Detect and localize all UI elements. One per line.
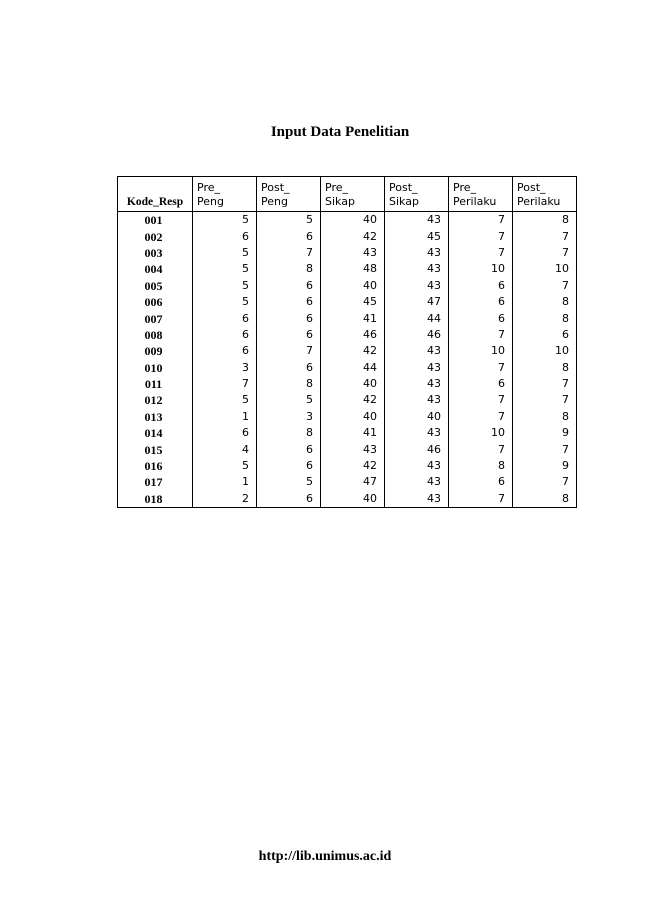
cell-kode-resp: 002 — [118, 228, 193, 244]
table-row — [118, 360, 577, 376]
column-header-line1: Pre_ — [325, 181, 348, 194]
cell-pre-peng: 6 — [193, 343, 257, 359]
cell-pre-peng: 5 — [193, 212, 257, 229]
cell-pre-peng: 5 — [193, 392, 257, 408]
cell-pre-perilaku: 6 — [449, 474, 513, 490]
cell-post-perilaku: 10 — [513, 343, 577, 359]
cell-post-peng: 6 — [257, 458, 321, 474]
table-row — [118, 376, 577, 392]
column-header-kode-resp — [118, 177, 193, 212]
cell-pre-sikap: 40 — [321, 278, 385, 294]
cell-pre-perilaku: 7 — [449, 228, 513, 244]
table-row — [118, 441, 577, 457]
cell-post-perilaku: 6 — [513, 327, 577, 343]
cell-pre-perilaku: 10 — [449, 343, 513, 359]
table-row — [118, 343, 577, 359]
cell-pre-peng: 5 — [193, 294, 257, 310]
table-row — [118, 327, 577, 343]
cell-pre-sikap: 48 — [321, 261, 385, 277]
cell-pre-sikap: 42 — [321, 458, 385, 474]
cell-pre-sikap: 45 — [321, 294, 385, 310]
cell-post-peng: 3 — [257, 409, 321, 425]
column-header-post-sikap — [385, 177, 449, 212]
cell-post-perilaku: 8 — [513, 212, 577, 229]
column-header-line2: Sikap — [389, 195, 419, 208]
cell-kode-resp: 001 — [118, 212, 193, 229]
cell-post-sikap: 43 — [385, 360, 449, 376]
page-title: Input Data Penelitian — [270, 124, 410, 140]
table-row — [118, 491, 577, 508]
cell-kode-resp: 018 — [118, 491, 193, 508]
cell-post-sikap: 44 — [385, 310, 449, 326]
cell-pre-peng: 4 — [193, 441, 257, 457]
column-header-pre-perilaku — [449, 177, 513, 212]
cell-pre-sikap: 42 — [321, 343, 385, 359]
table-body — [118, 212, 577, 508]
cell-post-sikap: 43 — [385, 392, 449, 408]
cell-post-peng: 7 — [257, 343, 321, 359]
table-header-row — [118, 177, 577, 212]
cell-pre-peng: 2 — [193, 491, 257, 508]
cell-post-peng: 6 — [257, 441, 321, 457]
cell-kode-resp: 007 — [118, 310, 193, 326]
cell-pre-peng: 1 — [193, 474, 257, 490]
cell-post-peng: 6 — [257, 327, 321, 343]
cell-post-peng: 5 — [257, 212, 321, 229]
cell-pre-peng: 5 — [193, 261, 257, 277]
table-row — [118, 228, 577, 244]
column-header-line1: Post_ — [261, 181, 290, 194]
cell-pre-peng: 5 — [193, 278, 257, 294]
cell-kode-resp: 014 — [118, 425, 193, 441]
column-header-line2: Peng — [261, 195, 288, 208]
cell-pre-peng: 5 — [193, 458, 257, 474]
cell-post-perilaku: 8 — [513, 360, 577, 376]
column-header-line2: Peng — [197, 195, 224, 208]
table-row — [118, 409, 577, 425]
cell-pre-sikap: 41 — [321, 425, 385, 441]
cell-post-sikap: 43 — [385, 212, 449, 229]
cell-post-sikap: 43 — [385, 343, 449, 359]
cell-post-perilaku: 9 — [513, 458, 577, 474]
cell-post-peng: 8 — [257, 376, 321, 392]
table-row — [118, 212, 577, 229]
cell-pre-peng: 1 — [193, 409, 257, 425]
cell-pre-peng: 3 — [193, 360, 257, 376]
cell-post-peng: 5 — [257, 474, 321, 490]
cell-pre-peng: 7 — [193, 376, 257, 392]
table-row — [118, 310, 577, 326]
table-row — [118, 474, 577, 490]
column-header-post-perilaku — [513, 177, 577, 212]
cell-pre-sikap: 42 — [321, 392, 385, 408]
cell-kode-resp: 003 — [118, 245, 193, 261]
cell-pre-perilaku: 6 — [449, 376, 513, 392]
cell-post-sikap: 43 — [385, 245, 449, 261]
cell-post-perilaku: 7 — [513, 228, 577, 244]
cell-kode-resp: 017 — [118, 474, 193, 490]
cell-post-sikap: 43 — [385, 458, 449, 474]
column-header-line2: Kode_Resp — [126, 196, 184, 208]
cell-post-peng: 6 — [257, 360, 321, 376]
cell-kode-resp: 011 — [118, 376, 193, 392]
table-row — [118, 425, 577, 441]
cell-post-sikap: 43 — [385, 261, 449, 277]
cell-post-peng: 6 — [257, 228, 321, 244]
cell-post-perilaku: 7 — [513, 376, 577, 392]
cell-pre-peng: 6 — [193, 310, 257, 326]
cell-pre-sikap: 47 — [321, 474, 385, 490]
cell-pre-peng: 6 — [193, 425, 257, 441]
cell-post-sikap: 46 — [385, 327, 449, 343]
table-row — [118, 458, 577, 474]
cell-pre-perilaku: 8 — [449, 458, 513, 474]
cell-pre-perilaku: 7 — [449, 212, 513, 229]
cell-post-sikap: 43 — [385, 376, 449, 392]
cell-pre-sikap: 40 — [321, 491, 385, 508]
cell-post-peng: 6 — [257, 294, 321, 310]
cell-pre-sikap: 40 — [321, 376, 385, 392]
cell-kode-resp: 004 — [118, 261, 193, 277]
cell-pre-perilaku: 6 — [449, 278, 513, 294]
cell-post-sikap: 45 — [385, 228, 449, 244]
cell-kode-resp: 012 — [118, 392, 193, 408]
cell-pre-perilaku: 10 — [449, 425, 513, 441]
cell-kode-resp: 005 — [118, 278, 193, 294]
cell-pre-perilaku: 7 — [449, 441, 513, 457]
column-header-line1: Pre_ — [197, 181, 220, 194]
cell-pre-perilaku: 7 — [449, 409, 513, 425]
column-header-pre-sikap — [321, 177, 385, 212]
cell-post-sikap: 47 — [385, 294, 449, 310]
cell-kode-resp: 016 — [118, 458, 193, 474]
cell-pre-sikap: 42 — [321, 228, 385, 244]
cell-post-sikap: 46 — [385, 441, 449, 457]
cell-post-perilaku: 10 — [513, 261, 577, 277]
cell-post-sikap: 40 — [385, 409, 449, 425]
table-row — [118, 245, 577, 261]
cell-pre-perilaku: 7 — [449, 491, 513, 508]
cell-kode-resp: 008 — [118, 327, 193, 343]
cell-pre-perilaku: 6 — [449, 294, 513, 310]
cell-pre-sikap: 43 — [321, 245, 385, 261]
column-header-line2: Perilaku — [517, 195, 561, 208]
table-row — [118, 261, 577, 277]
cell-post-sikap: 43 — [385, 425, 449, 441]
cell-kode-resp: 009 — [118, 343, 193, 359]
footer-url: http://lib.unimus.ac.id — [258, 849, 392, 864]
column-header-line1: Post_ — [517, 181, 546, 194]
cell-post-perilaku: 9 — [513, 425, 577, 441]
table-row — [118, 278, 577, 294]
cell-post-peng: 6 — [257, 310, 321, 326]
cell-post-perilaku: 7 — [513, 245, 577, 261]
column-header-line2: Perilaku — [453, 195, 497, 208]
cell-post-perilaku: 7 — [513, 392, 577, 408]
column-header-post-peng — [257, 177, 321, 212]
cell-pre-perilaku: 7 — [449, 392, 513, 408]
cell-post-peng: 8 — [257, 261, 321, 277]
cell-kode-resp: 006 — [118, 294, 193, 310]
cell-pre-sikap: 40 — [321, 212, 385, 229]
cell-pre-peng: 5 — [193, 245, 257, 261]
cell-post-peng: 6 — [257, 278, 321, 294]
cell-post-peng: 5 — [257, 392, 321, 408]
cell-pre-sikap: 46 — [321, 327, 385, 343]
cell-post-sikap: 43 — [385, 491, 449, 508]
column-header-line1: Post_ — [389, 181, 418, 194]
cell-post-perilaku: 7 — [513, 474, 577, 490]
cell-post-peng: 7 — [257, 245, 321, 261]
cell-pre-perilaku: 7 — [449, 327, 513, 343]
cell-pre-perilaku: 7 — [449, 360, 513, 376]
cell-post-perilaku: 8 — [513, 491, 577, 508]
cell-pre-perilaku: 10 — [449, 261, 513, 277]
cell-post-peng: 8 — [257, 425, 321, 441]
cell-post-perilaku: 8 — [513, 310, 577, 326]
cell-pre-peng: 6 — [193, 228, 257, 244]
table-row — [118, 392, 577, 408]
cell-pre-sikap: 40 — [321, 409, 385, 425]
cell-kode-resp: 013 — [118, 409, 193, 425]
cell-pre-perilaku: 7 — [449, 245, 513, 261]
column-header-line1: Pre_ — [453, 181, 476, 194]
cell-kode-resp: 010 — [118, 360, 193, 376]
cell-kode-resp: 015 — [118, 441, 193, 457]
cell-post-perilaku: 8 — [513, 294, 577, 310]
column-header-line2: Sikap — [325, 195, 355, 208]
cell-post-sikap: 43 — [385, 278, 449, 294]
table-row — [118, 294, 577, 310]
column-header-pre-peng — [193, 177, 257, 212]
cell-pre-sikap: 44 — [321, 360, 385, 376]
cell-post-perilaku: 8 — [513, 409, 577, 425]
cell-pre-sikap: 41 — [321, 310, 385, 326]
cell-pre-sikap: 43 — [321, 441, 385, 457]
cell-pre-perilaku: 6 — [449, 310, 513, 326]
cell-post-perilaku: 7 — [513, 441, 577, 457]
cell-post-sikap: 43 — [385, 474, 449, 490]
cell-post-peng: 6 — [257, 491, 321, 508]
data-table — [117, 176, 577, 508]
cell-post-perilaku: 7 — [513, 278, 577, 294]
cell-pre-peng: 6 — [193, 327, 257, 343]
